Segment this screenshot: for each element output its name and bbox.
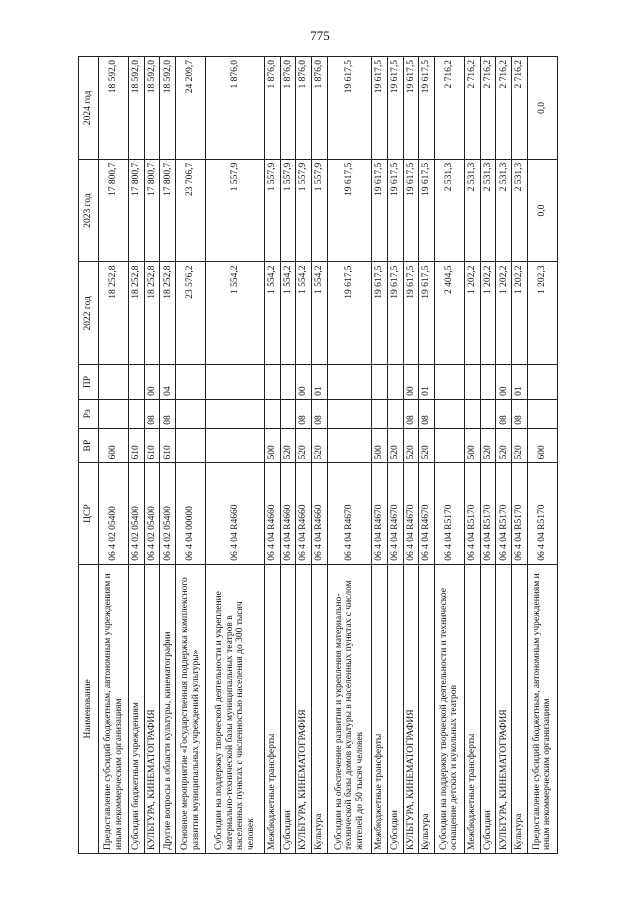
cell-2023: 2 531,3 xyxy=(434,159,464,262)
table-row xyxy=(129,57,145,854)
table-row xyxy=(419,57,435,854)
table-row xyxy=(296,57,312,854)
cell-rz xyxy=(129,399,145,428)
cell-2023: 17 800,7 xyxy=(129,159,145,262)
cell-pr: 01 xyxy=(512,365,528,400)
cell-csr: 06 4 04 R4660 xyxy=(206,463,265,564)
cell-2024: 1 876,0 xyxy=(296,57,312,160)
cell-pr xyxy=(372,365,388,400)
cell-2024: 2 716,2 xyxy=(496,57,512,160)
cell-name: Субсидии xyxy=(280,564,296,853)
cell-name: Культура xyxy=(512,564,528,853)
cell-rz: 08 xyxy=(296,399,312,428)
page-number: 775 xyxy=(310,28,330,43)
cell-2022: 18 252,8 xyxy=(144,262,160,365)
cell-vr xyxy=(206,428,265,463)
cell-2023: 23 706,7 xyxy=(176,159,206,262)
cell-2022: 1 554,2 xyxy=(312,262,328,365)
cell-csr: 06 4 04 R4670 xyxy=(419,463,435,564)
cell-2022: 1 554,2 xyxy=(280,262,296,365)
cell-rz xyxy=(99,399,129,428)
cell-pr: 01 xyxy=(419,365,435,400)
cell-2023: 2 531,3 xyxy=(465,159,481,262)
cell-name: Субсидии xyxy=(387,564,403,853)
cell-rz xyxy=(327,399,371,428)
cell-name: Межбюджетные трансферты xyxy=(465,564,481,853)
cell-pr xyxy=(327,365,371,400)
header-csr: ЦСР xyxy=(79,463,99,564)
cell-2023: 19 617,5 xyxy=(327,159,371,262)
cell-2023: 1 557,9 xyxy=(312,159,328,262)
cell-name: Субсидии бюджетным учреждениям xyxy=(129,564,145,853)
cell-2023: 17 800,7 xyxy=(144,159,160,262)
cell-csr: 06 4 04 R4670 xyxy=(403,463,419,564)
cell-2023: 19 617,5 xyxy=(419,159,435,262)
cell-csr: 06 4 04 R4670 xyxy=(387,463,403,564)
table-row xyxy=(527,57,557,854)
cell-rz xyxy=(264,399,280,428)
cell-pr: 00 xyxy=(496,365,512,400)
table-row xyxy=(160,57,176,854)
cell-name: Субсидии xyxy=(480,564,496,853)
cell-name: Культура xyxy=(419,564,435,853)
cell-2022: 19 617,5 xyxy=(327,262,371,365)
cell-name: Субсидии на поддержку творческой деятельности и укрепление материально-технической базы муниципальных театров в населенных пунктах с численностью населения до 300 тысяч человек xyxy=(206,564,265,853)
cell-name: Другие вопросы в области культуры, кинематографии xyxy=(160,564,176,853)
cell-name: Субсидии на обеспечение развития и укрепления материально-технической базы домов культуры в населенных пунктах с числом жителей до 50 тысяч человек xyxy=(327,564,371,853)
cell-2023: 1 557,9 xyxy=(264,159,280,262)
cell-pr: 04 xyxy=(160,365,176,400)
cell-2024: 2 716,2 xyxy=(434,57,464,160)
cell-2023: 1 557,9 xyxy=(296,159,312,262)
table-row xyxy=(434,57,464,854)
cell-vr: 520 xyxy=(296,428,312,463)
table-header-row xyxy=(79,57,99,854)
cell-vr xyxy=(327,428,371,463)
cell-pr xyxy=(465,365,481,400)
cell-2023: 1 557,9 xyxy=(280,159,296,262)
cell-2024: 1 876,0 xyxy=(264,57,280,160)
cell-2024: 1 876,0 xyxy=(312,57,328,160)
cell-rz xyxy=(280,399,296,428)
cell-pr xyxy=(176,365,206,400)
cell-pr: 01 xyxy=(312,365,328,400)
header-2024: 2024 год xyxy=(79,57,99,160)
cell-name: Предоставление субсидий бюджетным, автономным учреждениям и иным некоммерческим организациям xyxy=(527,564,557,853)
cell-csr: 06 4 04 R5170 xyxy=(496,463,512,564)
cell-vr: 520 xyxy=(496,428,512,463)
cell-2022: 1 202,2 xyxy=(496,262,512,365)
budget-table-rotated xyxy=(78,56,558,854)
cell-2022: 1 554,2 xyxy=(296,262,312,365)
cell-rz: 08 xyxy=(160,399,176,428)
cell-2023: 19 617,5 xyxy=(403,159,419,262)
cell-vr: 500 xyxy=(372,428,388,463)
cell-2022: 1 202,2 xyxy=(480,262,496,365)
table-row xyxy=(403,57,419,854)
cell-pr: 00 xyxy=(403,365,419,400)
cell-csr: 06 4 02 05400 xyxy=(144,463,160,564)
cell-2024: 19 617,5 xyxy=(419,57,435,160)
table-row xyxy=(144,57,160,854)
cell-pr xyxy=(480,365,496,400)
cell-vr xyxy=(434,428,464,463)
budget-table xyxy=(78,56,558,854)
cell-pr xyxy=(527,365,557,400)
cell-2024: 18 592,0 xyxy=(160,57,176,160)
table-row xyxy=(496,57,512,854)
cell-csr: 06 4 02 05400 xyxy=(129,463,145,564)
cell-rz xyxy=(387,399,403,428)
cell-csr: 06 4 04 R5170 xyxy=(512,463,528,564)
cell-2024: 2 716,2 xyxy=(465,57,481,160)
header-vr: ВР xyxy=(79,428,99,463)
cell-pr xyxy=(206,365,265,400)
cell-vr: 520 xyxy=(280,428,296,463)
cell-rz: 08 xyxy=(496,399,512,428)
cell-2023: 17 800,7 xyxy=(99,159,129,262)
cell-name: КУЛЬТУРА, КИНЕМАТОГРАФИЯ xyxy=(496,564,512,853)
cell-2024: 19 617,5 xyxy=(327,57,371,160)
cell-pr xyxy=(434,365,464,400)
cell-vr: 520 xyxy=(403,428,419,463)
table-row xyxy=(372,57,388,854)
cell-name: Межбюджетные трансферты xyxy=(372,564,388,853)
cell-name: Основное мероприятие «Государственная поддержка комплексного развития муниципальных учреждений культуры» xyxy=(176,564,206,853)
cell-2024: 1 876,0 xyxy=(206,57,265,160)
cell-vr: 520 xyxy=(419,428,435,463)
cell-2023: 0,0 xyxy=(527,159,557,262)
cell-vr: 600 xyxy=(527,428,557,463)
header-rz: Рз xyxy=(79,399,99,428)
cell-vr: 520 xyxy=(480,428,496,463)
header-2023: 2023 год xyxy=(79,159,99,262)
cell-2024: 19 617,5 xyxy=(372,57,388,160)
cell-vr: 610 xyxy=(160,428,176,463)
cell-2022: 19 617,5 xyxy=(419,262,435,365)
header-name: Наименование xyxy=(79,564,99,853)
cell-rz xyxy=(527,399,557,428)
cell-2023: 2 531,3 xyxy=(512,159,528,262)
cell-vr: 520 xyxy=(387,428,403,463)
cell-name: КУЛЬТУРА, КИНЕМАТОГРАФИЯ xyxy=(144,564,160,853)
cell-name: Культура xyxy=(312,564,328,853)
cell-rz xyxy=(434,399,464,428)
cell-pr xyxy=(387,365,403,400)
table-row xyxy=(206,57,265,854)
cell-2022: 18 252,8 xyxy=(160,262,176,365)
table-row xyxy=(387,57,403,854)
cell-vr: 500 xyxy=(264,428,280,463)
cell-csr: 06 4 04 R4660 xyxy=(264,463,280,564)
cell-csr: 06 4 04 00000 xyxy=(176,463,206,564)
cell-pr: 00 xyxy=(144,365,160,400)
cell-rz xyxy=(465,399,481,428)
table-row xyxy=(465,57,481,854)
cell-csr: 06 4 04 R5170 xyxy=(527,463,557,564)
cell-csr: 06 4 04 R5170 xyxy=(434,463,464,564)
table-row xyxy=(264,57,280,854)
cell-rz: 08 xyxy=(419,399,435,428)
cell-csr: 06 4 04 R4670 xyxy=(327,463,371,564)
cell-2024: 18 592,0 xyxy=(129,57,145,160)
header-pr: ПР xyxy=(79,365,99,400)
cell-2024: 24 209,7 xyxy=(176,57,206,160)
cell-2024: 0,0 xyxy=(527,57,557,160)
cell-2023: 2 531,3 xyxy=(480,159,496,262)
cell-rz: 08 xyxy=(403,399,419,428)
cell-2022: 1 202,3 xyxy=(527,262,557,365)
table-row xyxy=(280,57,296,854)
cell-name: КУЛЬТУРА, КИНЕМАТОГРАФИЯ xyxy=(403,564,419,853)
cell-2024: 1 876,0 xyxy=(280,57,296,160)
cell-csr: 06 4 04 R4660 xyxy=(280,463,296,564)
cell-2022: 2 404,5 xyxy=(434,262,464,365)
table-body xyxy=(99,57,558,854)
header-2022: 2022 год xyxy=(79,262,99,365)
table-row xyxy=(176,57,206,854)
cell-2022: 19 617,5 xyxy=(403,262,419,365)
table-row xyxy=(99,57,129,854)
cell-rz xyxy=(206,399,265,428)
cell-2022: 23 576,2 xyxy=(176,262,206,365)
cell-pr xyxy=(264,365,280,400)
cell-csr: 06 4 04 R4660 xyxy=(296,463,312,564)
cell-name: КУЛЬТУРА, КИНЕМАТОГРАФИЯ xyxy=(296,564,312,853)
cell-vr: 610 xyxy=(129,428,145,463)
cell-rz: 08 xyxy=(144,399,160,428)
cell-2024: 19 617,5 xyxy=(403,57,419,160)
cell-2022: 19 617,5 xyxy=(387,262,403,365)
cell-rz xyxy=(176,399,206,428)
cell-rz xyxy=(480,399,496,428)
cell-rz: 08 xyxy=(312,399,328,428)
cell-name: Межбюджетные трансферты xyxy=(264,564,280,853)
table-row xyxy=(480,57,496,854)
cell-rz: 08 xyxy=(512,399,528,428)
cell-csr: 06 4 02 05400 xyxy=(160,463,176,564)
cell-vr: 520 xyxy=(512,428,528,463)
table-row xyxy=(327,57,371,854)
table-row xyxy=(512,57,528,854)
cell-pr xyxy=(99,365,129,400)
cell-2023: 1 557,9 xyxy=(206,159,265,262)
cell-name: Субсидии на поддержку творческой деятельности и техническое оснащение детских и кукольных театров xyxy=(434,564,464,853)
cell-vr: 520 xyxy=(312,428,328,463)
cell-pr xyxy=(129,365,145,400)
cell-name: Предоставление субсидий бюджетным, автономным учреждениям и иным некоммерческим организациям xyxy=(99,564,129,853)
cell-2022: 1 554,2 xyxy=(264,262,280,365)
cell-2024: 18 592,0 xyxy=(144,57,160,160)
cell-vr: 600 xyxy=(99,428,129,463)
cell-vr: 500 xyxy=(465,428,481,463)
cell-2022: 18 252,8 xyxy=(129,262,145,365)
cell-2024: 19 617,5 xyxy=(387,57,403,160)
cell-2024: 2 716,2 xyxy=(480,57,496,160)
cell-pr: 00 xyxy=(296,365,312,400)
table-row xyxy=(312,57,328,854)
cell-2022: 19 617,5 xyxy=(372,262,388,365)
cell-pr xyxy=(280,365,296,400)
cell-2022: 1 554,2 xyxy=(206,262,265,365)
cell-csr: 06 4 04 R4670 xyxy=(372,463,388,564)
cell-rz xyxy=(372,399,388,428)
cell-csr: 06 4 02 05400 xyxy=(99,463,129,564)
cell-csr: 06 4 04 R4660 xyxy=(312,463,328,564)
cell-vr: 610 xyxy=(144,428,160,463)
cell-2022: 1 202,2 xyxy=(512,262,528,365)
cell-2022: 1 202,2 xyxy=(465,262,481,365)
cell-2023: 17 800,7 xyxy=(160,159,176,262)
cell-2023: 19 617,5 xyxy=(387,159,403,262)
cell-2024: 18 592,0 xyxy=(99,57,129,160)
cell-2023: 2 531,3 xyxy=(496,159,512,262)
cell-2024: 2 716,2 xyxy=(512,57,528,160)
cell-2022: 18 252,8 xyxy=(99,262,129,365)
cell-vr xyxy=(176,428,206,463)
cell-csr: 06 4 04 R5170 xyxy=(480,463,496,564)
cell-csr: 06 4 04 R5170 xyxy=(465,463,481,564)
cell-2023: 19 617,5 xyxy=(372,159,388,262)
